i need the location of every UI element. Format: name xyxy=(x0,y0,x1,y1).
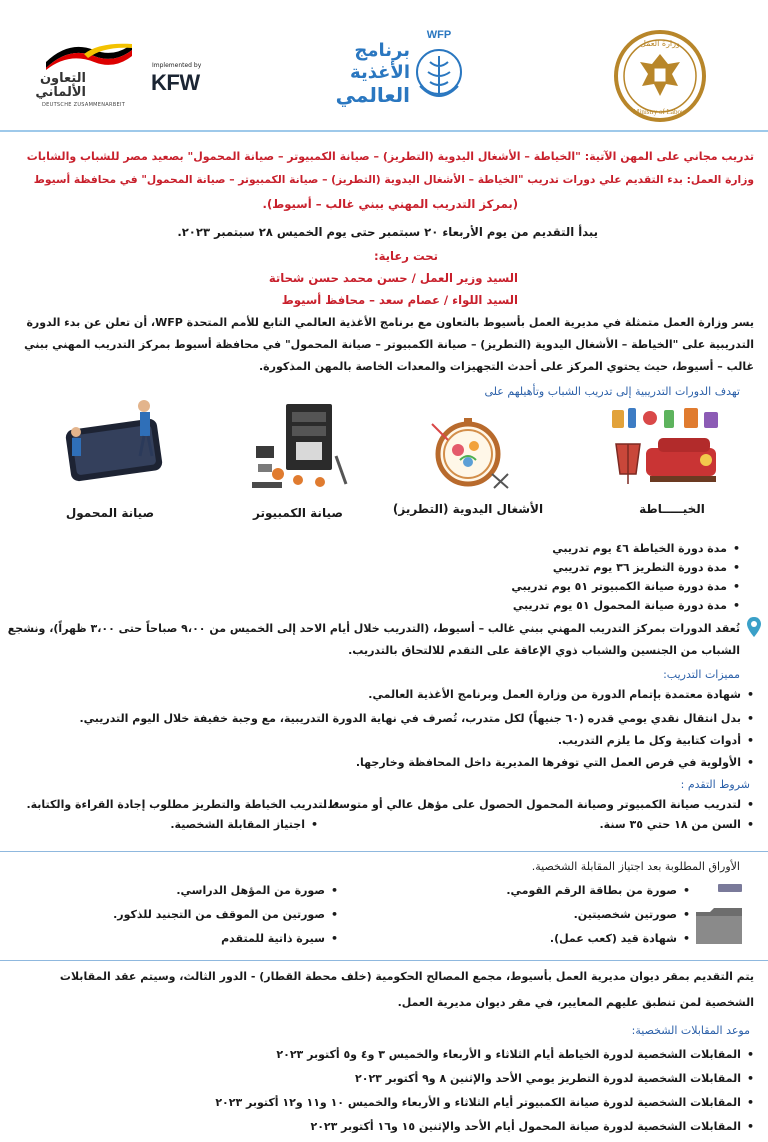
conditions-title: شروط التقدم : xyxy=(680,778,750,791)
interview-item: • المقابلات الشخصية لدورة صيانة الكمبيوتر أيام الثلاثاء و الأربعاء والخميس ١٠ و١١ و١٢ أكتوبر ٢٠٢٣ xyxy=(215,1096,754,1109)
announcement-location: (بمركز التدريب المهني ببني غالب – أسيوط). xyxy=(262,197,518,211)
paper-item: • صورة من المؤهل الدراسي. xyxy=(176,884,338,897)
headline: تدريب مجاني على المهن الآتية: "الخياطة – الأشغال اليدوية (التطريز) – صيانة الكمبيوتر – صيانة المحمول" بصعيد مصر للشباب والشابات xyxy=(26,150,754,163)
sponsor-minister: السيد وزير العمل / حسن محمد حسن شحاتة xyxy=(268,271,518,285)
training-aim: تهدف الدورات التدريبية إلى تدريب الشباب وتأهيلهم على xyxy=(484,385,740,398)
location-line2: الشباب من الجنسين والشباب ذوي الإعاقة على التقدم للالتحاق بالتدريب. xyxy=(348,644,740,657)
apply-line1: يتم التقديم بمقر ديوان مديرية العمل بأسيوط، مجمع المصالح الحكومية (خلف محطة القطار) - الدور الثالث، وسيتم عقد المقابلات xyxy=(59,970,754,983)
application-dates: يبدأ التقديم من يوم الأربعاء ٢٠ سبتمبر حتى يوم الخميس ٢٨ سبتمبر ٢٠٢٣. xyxy=(177,225,598,239)
paper-item: • صورتين شخصيتين. xyxy=(574,908,690,921)
header-divider xyxy=(0,130,768,132)
wfp-acronym: WFP xyxy=(426,29,452,41)
ministry-arabic-name: وزارة العمل xyxy=(640,39,680,48)
duration-item: • مدة دورة الخياطة ٤٦ يوم تدريبي xyxy=(552,542,740,555)
wfp-arabic-name xyxy=(290,40,410,106)
sponsorship-label: تحت رعاية: xyxy=(374,249,438,263)
paper-item: • سيرة ذاتية للمتقدم xyxy=(221,932,338,945)
announcement-line: وزارة العمل: بدء التقديم علي دورات تدريب "الخياطة – الأشغال اليدوية (التطريز) – صيانة الكمبيوتر – صيانة المحمول" في محافظة أسيوط xyxy=(33,173,754,186)
wfp-name-line1: برنامج الأغذية xyxy=(350,40,410,83)
location-line1: تُعقد الدورات بمركز التدريب المهني ببني غالب – أسيوط، (التدريب خلال أيام الاحد إلى الخميس من ٩،٠٠ صباحاً حتى ٣،٠٠ ظهراً)، ونشجع xyxy=(7,622,740,635)
computer-repair-icon xyxy=(250,396,350,496)
condition-item: • السن من ١٨ حتي ٣٥ سنة. xyxy=(600,818,755,831)
sponsor-governor: السيد اللواء / عصام سعد – محافظ أسيوط xyxy=(281,293,518,307)
giz-arabic-text: التعاون الألماني xyxy=(35,71,86,100)
duration-item: • مدة دورة التطريز ٣٦ يوم تدريبي xyxy=(553,561,740,574)
category-computer-repair: صيانة الكمبيوتر xyxy=(253,506,343,520)
section-divider xyxy=(0,851,768,852)
folder-icon xyxy=(694,904,744,946)
paper-item: • صورتين من الموقف من التجنيد للذكور. xyxy=(113,908,338,921)
duration-item: • مدة دورة صيانة المحمول ٥١ يوم تدريبي xyxy=(513,599,740,612)
section-divider xyxy=(0,960,768,961)
condition-item: • اجتياز المقابلة الشخصية. xyxy=(170,818,318,831)
kfw-implemented-label: Implemented by xyxy=(152,62,202,69)
id-card-icon xyxy=(718,884,742,892)
interviews-title: موعد المقابلات الشخصية: xyxy=(631,1024,750,1037)
flag-ribbon-icon xyxy=(44,40,134,70)
sewing-machine-icon xyxy=(606,404,726,496)
category-mobile-repair: صيانة المحمول xyxy=(65,506,155,520)
feature-item: • شهادة معتمدة بإتمام الدورة من وزارة العمل وبرنامج الأغذية العالمي. xyxy=(368,688,754,701)
location-pin-icon xyxy=(746,616,762,638)
category-sewing: الخيـــــاطة xyxy=(639,502,705,516)
features-title: مميزات التدريب: xyxy=(663,668,740,681)
papers-title: الأوراق المطلوبة بعد اجتياز المقابلة الشخصية. xyxy=(531,860,740,873)
intro-paragraph-line3: غالب – أسيوط، حيث يحتوي المركز على أحدث التجهيزات والمعدات الخاصة بالمهن المذكورة. xyxy=(259,360,754,373)
apply-line2: الشخصية لمن تنطبق عليهم المعايير، في مقر ديوان مديرية العمل. xyxy=(397,996,754,1009)
intro-paragraph-line2: التدريبية على "الخياطة – الأشغال اليدوية (التطريز) – صيانة الكمبيوتر – صيانة المحمول" في محافظة أسيوط بمركز التدريب المهني ببني xyxy=(24,338,754,351)
kfw-logo: KFW xyxy=(151,70,200,95)
ministry-of-labour-seal-icon xyxy=(612,28,708,124)
mobile-repair-icon xyxy=(60,396,170,492)
logo-bar xyxy=(0,18,768,118)
duration-item: • مدة دورة صيانة الكمبيوتر ٥١ يوم تدريبي xyxy=(511,580,740,593)
ministry-english-name: Ministry of Labour xyxy=(633,108,687,116)
paper-item: • صورة من بطاقة الرقم القومي. xyxy=(506,884,690,897)
feature-item: • بدل انتقال نقدي يومي قدره (٦٠ جنيهاً) لكل متدرب، تُصرف في نهاية الدورة التدريبية، مع وجبة خفيفة خلال اليوم التدريبي. xyxy=(79,712,754,725)
interview-item: • المقابلات الشخصية لدورة الخياطة أيام الثلاثاء و الأربعاء والخميس ٣ و٤ و٥ أكتوبر ٢٠٢٣ xyxy=(276,1048,754,1061)
condition-item: • لتدريب صيانة الكمبيوتر وصيانة المحمول الحصول على مؤهل عالي أو متوسط. xyxy=(323,798,754,811)
paper-item: • شهادة قيد (كعب عمل). xyxy=(550,932,690,945)
feature-item: • الأولوية في فرص العمل التي توفرها المديرية داخل المحافظة وخارجها. xyxy=(356,756,754,769)
intro-paragraph-line1: يسر وزارة العمل متمثلة في مديرية العمل بأسيوط بالتعاون مع برنامج الأغذية العالمي التابع للأمم المتحدة WFP، أن تعلن عن بدء الدورة xyxy=(26,316,754,329)
embroidery-hoop-icon xyxy=(418,414,518,494)
interview-item: • المقابلات الشخصية لدورة التطريز يومي الأحد والإثنين ٨ و٩ أكتوبر ٢٠٢٣ xyxy=(355,1072,754,1085)
interview-item: • المقابلات الشخصية لدورة صيانة المحمول أيام الأحد والإثنين ١٥ و١٦ أكتوبر ٢٠٢٣ xyxy=(310,1120,754,1133)
giz-logo xyxy=(35,38,148,118)
giz-subtitle: DEUTSCHE ZUSAMMENARBEIT xyxy=(42,102,126,108)
condition-item: • لتدريب الخياطة والتطريز مطلوب إجادة القراءة والكتابة. xyxy=(26,798,340,811)
wfp-emblem-icon xyxy=(410,26,468,110)
category-embroidery: الأشغال اليدوية (التطريز) xyxy=(392,502,544,516)
feature-item: • أدوات كتابية وكل ما يلزم التدريب. xyxy=(558,734,754,747)
wfp-name-line2: العالمي xyxy=(335,83,410,107)
